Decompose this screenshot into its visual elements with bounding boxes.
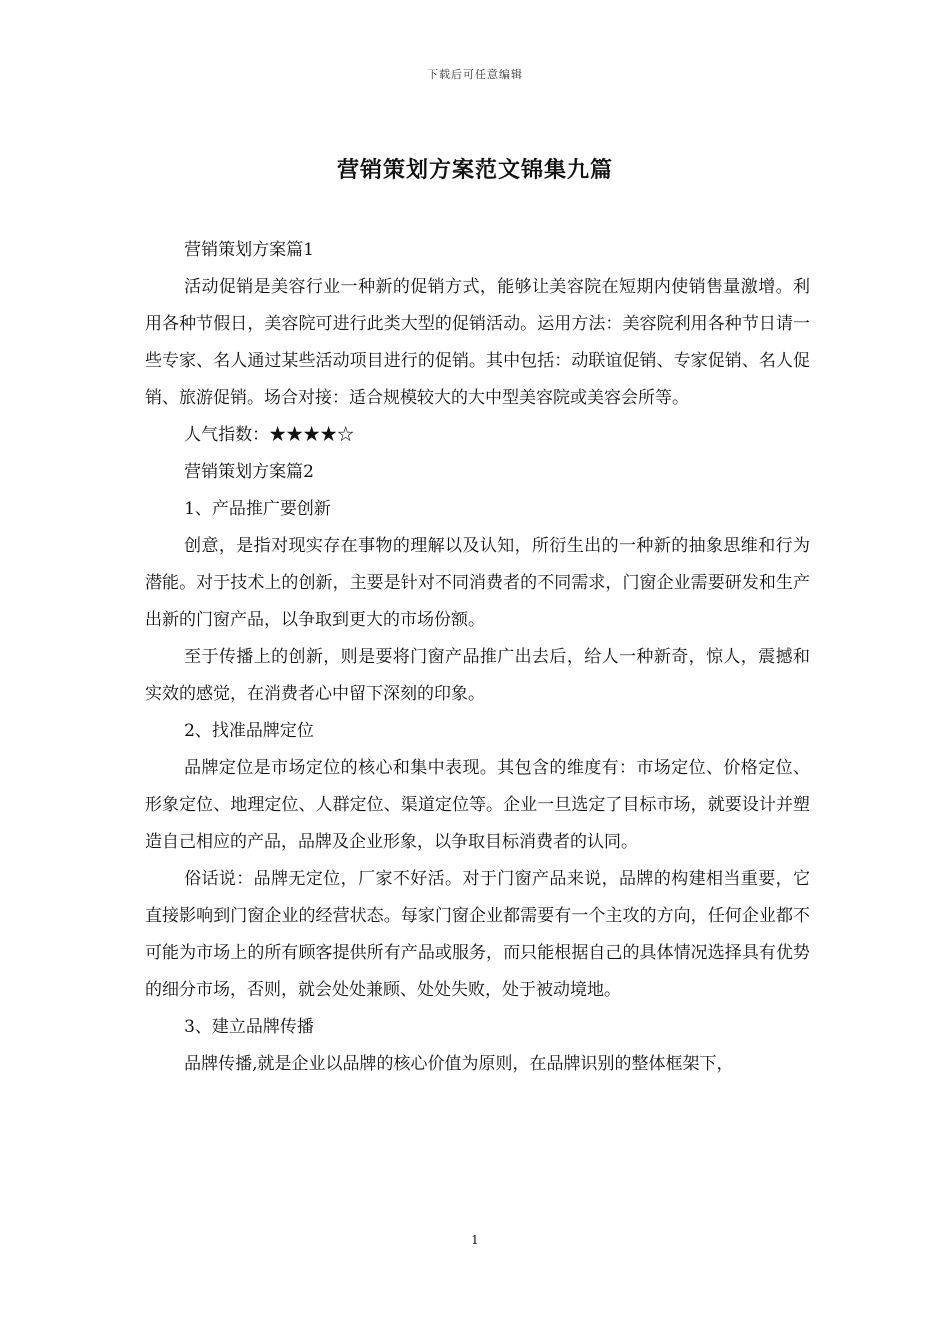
paragraph: 俗话说：品牌无定位，厂家不好活。对于门窗产品来说，品牌的构建相当重要，它直接影响到门窗企业的经营状态。每家门窗企业都需要有一个主攻的方向，任何企业都不可能为市场上的所有顾客提供所有产品或服务，而只能根据自己的具体情况选择具有优势的细分市场，否则，就会处处兼顾、处处失败，处于被动境地。 bbox=[145, 869, 810, 1000]
paragraph: 创意，是指对现实存在事物的理解以及认知，所衍生出的一种新的抽象思维和行为潜能。对于技术上的创新，主要是针对不同消费者的不同需求，门窗企业需要研发和生产出新的门窗产品，以争取到更大的市场份额。 bbox=[145, 536, 810, 630]
subheading: 3、建立品牌传播 bbox=[184, 1017, 314, 1037]
popularity-rating: 人气指数：★★★★☆ bbox=[184, 425, 355, 445]
section-heading-2: 营销策划方案篇2 bbox=[184, 462, 314, 482]
paragraph: 活动促销是美容行业一种新的促销方式，能够让美容院在短期内使销售量激增。利用各种节假日，美容院可进行此类大型的促销活动。运用方法：美容院利用各种节日请一些专家、名人通过某些活动项目进行的促销。其中包括：动联谊促销、专家促销、名人促销、旅游促销。场合对接：适合规模较大的大中型美容院或美容会所等。 bbox=[145, 277, 810, 408]
document-title: 营销策划方案范文锦集九篇 bbox=[336, 157, 613, 183]
document-body bbox=[145, 232, 810, 1083]
section-heading-1: 营销策划方案篇1 bbox=[184, 240, 314, 260]
paragraph: 至于传播上的创新，则是要将门窗产品推广出去后，给人一种新奇，惊人，震撼和实效的感觉，在消费者心中留下深刻的印象。 bbox=[145, 647, 810, 704]
paragraph: 品牌传播,就是企业以品牌的核心价值为原则，在品牌识别的整体框架下， bbox=[184, 1054, 734, 1074]
subheading: 2、找准品牌定位 bbox=[184, 721, 314, 741]
page-header-note: 下载后可任意编辑 bbox=[427, 68, 523, 81]
paragraph: 品牌定位是市场定位的核心和集中表现。其包含的维度有：市场定位、价格定位、形象定位、地理定位、人群定位、渠道定位等。企业一旦选定了目标市场，就要设计并塑造自己相应的产品，品牌及企业形象，以争取目标消费者的认同。 bbox=[145, 758, 810, 852]
page-number: 1 bbox=[471, 1233, 479, 1247]
subheading: 1、产品推广要创新 bbox=[184, 499, 331, 519]
